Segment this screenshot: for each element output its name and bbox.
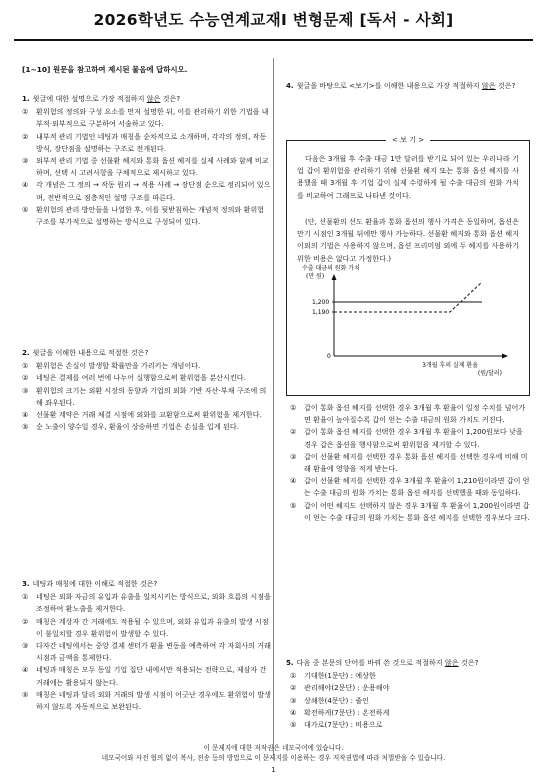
q5-option-2[interactable]: ② 관리해야(2문단) : 운용해야 xyxy=(290,683,390,693)
q1-option-3[interactable]: ③ 외부적 관리 기법 중 선물환 헤지와 통화 옵션 헤지를 실제 사례와 함께 비교하며, 선택 시 고려사항을 구체적으로 제시하고 있다. xyxy=(22,156,269,178)
q3-option-5[interactable]: ⑤ 매칭은 네팅과 달리 외화 거래의 발생 시점이 어긋난 경우에도 환위험이 발생하지 않도록 자동적으로 보완된다. xyxy=(22,689,271,712)
q2-option-4[interactable]: ④ 선물환 계약은 거래 체결 시점에 외화를 교환함으로써 환위험을 제거한다. xyxy=(22,410,262,420)
q4-option-1[interactable]: ① 갑이 통화 옵션 헤지를 선택한 경우 3개월 후 환율이 일정 수치를 넘어가면 환율이 높아질수록 갑이 얻는 수출 대금의 원화 가치도 커진다. xyxy=(290,403,526,425)
page-number: 1 xyxy=(271,766,276,774)
q3-option-2[interactable]: ② 매칭은 계상자 간 거래에도 적용될 수 있으며, 외화 유입과 유출의 발생 시점이 불일치할 경우 환위험이 발생할 수 있다. xyxy=(22,616,269,638)
question-2 xyxy=(22,347,272,433)
question-4-options xyxy=(290,402,530,524)
question-1 xyxy=(22,93,272,228)
footer-copyright: 이 문제지에 대한 저작권은 네모국어에 있습니다. xyxy=(203,744,344,752)
bogi-title: < 보 기 > xyxy=(287,134,529,146)
q4-option-5[interactable]: ⑤ 갑이 어떤 헤지도 선택하지 않은 경우 3개월 후 환율이 1,200원이라면 갑이 얻는 수출 대금의 원화 가치는 통화 옵션 헤지를 선택한 경우보다 크다. xyxy=(290,500,530,522)
q1-option-4[interactable]: ④ 각 개념은 그 정의 → 작동 원리 → 적용 사례 → 장단점 순으로 정리되어 있으며, 전반적으로 점층적인 설명 구조를 따른다. xyxy=(22,180,271,202)
q3-option-3[interactable]: ③ 다자간 네팅에서는 중앙 결제 센터가 환율 변동을 예측하여 각 자회사의 거래 시점과 금액을 통제한다. xyxy=(22,641,271,663)
q5-option-3[interactable]: ③ 상쇄한(4문단) : 줄인 xyxy=(290,695,369,705)
column-divider xyxy=(273,58,274,755)
title-rule xyxy=(14,39,533,41)
q5-option-4[interactable]: ④ 확전하게(7문단) : 온전하게 xyxy=(290,707,390,717)
q4-option-2[interactable]: ② 갑이 통화 옵션 헤지를 선택한 경우 3개월 후 환율이 1,200원보다 낮을 경우 갑은 옵션을 행사함으로써 환위험을 제거할 수 있다. xyxy=(290,427,523,449)
question-5-stem: 5. 다음 중 본문의 단어를 바꿔 쓴 것으로 적절하지 않은 것은? xyxy=(286,658,479,667)
chart-origin-label: 0 xyxy=(327,353,331,360)
q1-option-5[interactable]: ⑤ 환위험의 관리 방안들을 나열한 후, 이를 뒷받침하는 개념적 정의와 환위험 구조를 부가적으로 설명하는 방식으로 구성되어 있다. xyxy=(22,204,265,227)
question-4-stem: 4. 윗글을 바탕으로 <보기>를 이해한 내용으로 가장 적절하지 않은 것은? xyxy=(286,81,516,90)
question-5 xyxy=(286,657,532,731)
q2-option-3[interactable]: ③ 환위험의 크기는 외환 시장의 동향과 기업의 외화 기반 자산·부채 구조에 의해 좌우된다. xyxy=(22,385,267,407)
q1-option-1[interactable]: ① 환위험의 정의와 구성 요소를 먼저 설명한 뒤, 이를 관리하기 위한 기법을 내부적·외부적으로 구분하여 서술하고 있다. xyxy=(22,107,269,129)
exchange-rate-chart xyxy=(290,264,522,384)
chart-x-arrow xyxy=(502,354,508,359)
q4-option-3[interactable]: ③ 갑이 선물환 헤지를 선택한 경우 통화 옵션 헤지를 선택한 경우에 비해 미래 환율에 영향을 적게 받는다. xyxy=(290,451,528,474)
q3-option-4[interactable]: ④ 네팅과 매칭은 모두 동일 기업 집단 내에서만 적용되는 전략으로, 제삼자 간 거래에는 활용되지 않는다. xyxy=(22,665,267,687)
instruction: [1~10] 원문을 참고하여 제시된 물음에 답하시오. xyxy=(22,65,188,74)
question-2-stem: 2. 윗글을 이해한 내용으로 적절한 것은? xyxy=(22,348,149,357)
q2-option-1[interactable]: ① 환위험은 손실이 발생할 확률만을 가리키는 개념이다. xyxy=(22,361,201,371)
bogi-paragraph-1: 다음은 3개월 후 수출 대금 1만 달러를 받기로 되어 있는 우리나라 기업 갑이 환위험을 관리하기 위해 선물환 헤지 또는 통화 옵션 헤지를 사용했을 때 3개월 후 기업 갑이 실제 수령하게 될 수출 대금의 원화 가치를 비교하여 그래프로 나타낸 것이다. xyxy=(297,154,519,200)
page-title: 2026학년도 수능연계교재Ⅰ 변형문제 [독서 - 사회] xyxy=(93,11,454,29)
question-4 xyxy=(286,80,532,93)
q2-option-2[interactable]: ② 네팅은 결제를 여러 번에 나누어 실행함으로써 환위험을 분산시킨다. xyxy=(22,373,246,383)
chart-xlabel-line2: (원/달러) xyxy=(477,370,502,377)
q3-option-1[interactable]: ① 네팅은 외화 자금의 유입과 유출을 일치시키는 방식으로, 외화 흐름의 시점을 조정하여 환노출을 제거한다. xyxy=(22,592,271,614)
chart-series-option xyxy=(334,282,482,312)
q4-option-4[interactable]: ④ 갑이 선물환 헤지를 선택한 경우 3개월 후 환율이 1,210원이라면 갑이 얻는 수출 대금의 원화 가치는 통화 옵션 헤지를 선택했을 때와 동일하다. xyxy=(290,476,530,498)
chart-tick-1200: 1,200 xyxy=(312,299,330,306)
q5-option-5[interactable]: ⑤ 대가로(7문단) : 비용으로 xyxy=(290,720,383,730)
chart-ylabel-line2: (만 원) xyxy=(306,273,325,280)
q2-option-5[interactable]: ⑤ 순 노출이 양수일 경우, 환율이 상승하면 기업은 손실을 입게 된다. xyxy=(22,422,239,432)
chart-xlabel-line1: 3개월 후의 실제 환율 xyxy=(422,362,478,369)
chart-ylabel-line1: 수출 대금의 원화 가치 xyxy=(302,265,360,272)
q1-option-2[interactable]: ② 내부적 관리 기법인 네팅과 매칭을 순차적으로 소개하며, 각각의 정의, 작동 방식, 장단점을 설명하는 구조로 전개된다. xyxy=(22,131,267,153)
footer-notice: 네모국어와 사전 협의 없이 복사, 전송 등의 방법으로 이 문제지를 이용하는 경우 저작권법에 따라 처벌받을 수 있습니다. xyxy=(101,754,446,762)
chart-y-arrow xyxy=(332,274,337,280)
question-1-stem: 1. 윗글에 대한 설명으로 가장 적절하지 않은 것은? xyxy=(22,94,181,103)
q5-option-1[interactable]: ① 기대한(1문단) : 예상한 xyxy=(290,671,376,681)
question-3 xyxy=(22,578,272,713)
bogi-paragraph-2: (단, 선물환의 선도 환율과 통화 옵션의 행사 가격은 동일하며, 옵션은 만기 시점인 3개월 뒤에만 행사 가능하다. 선물환 헤지와 통화 옵션 헤지 이외의 기법은 사용하지 않으며, 옵션 프리미엄 외에 두 헤지를 사용하기 위한 비용은 없다고 가정한다.) xyxy=(297,217,519,263)
question-3-stem: 3. 네팅과 매칭에 대한 이해로 적절한 것은? xyxy=(22,579,158,588)
chart-tick-1190: 1,190 xyxy=(312,309,330,316)
